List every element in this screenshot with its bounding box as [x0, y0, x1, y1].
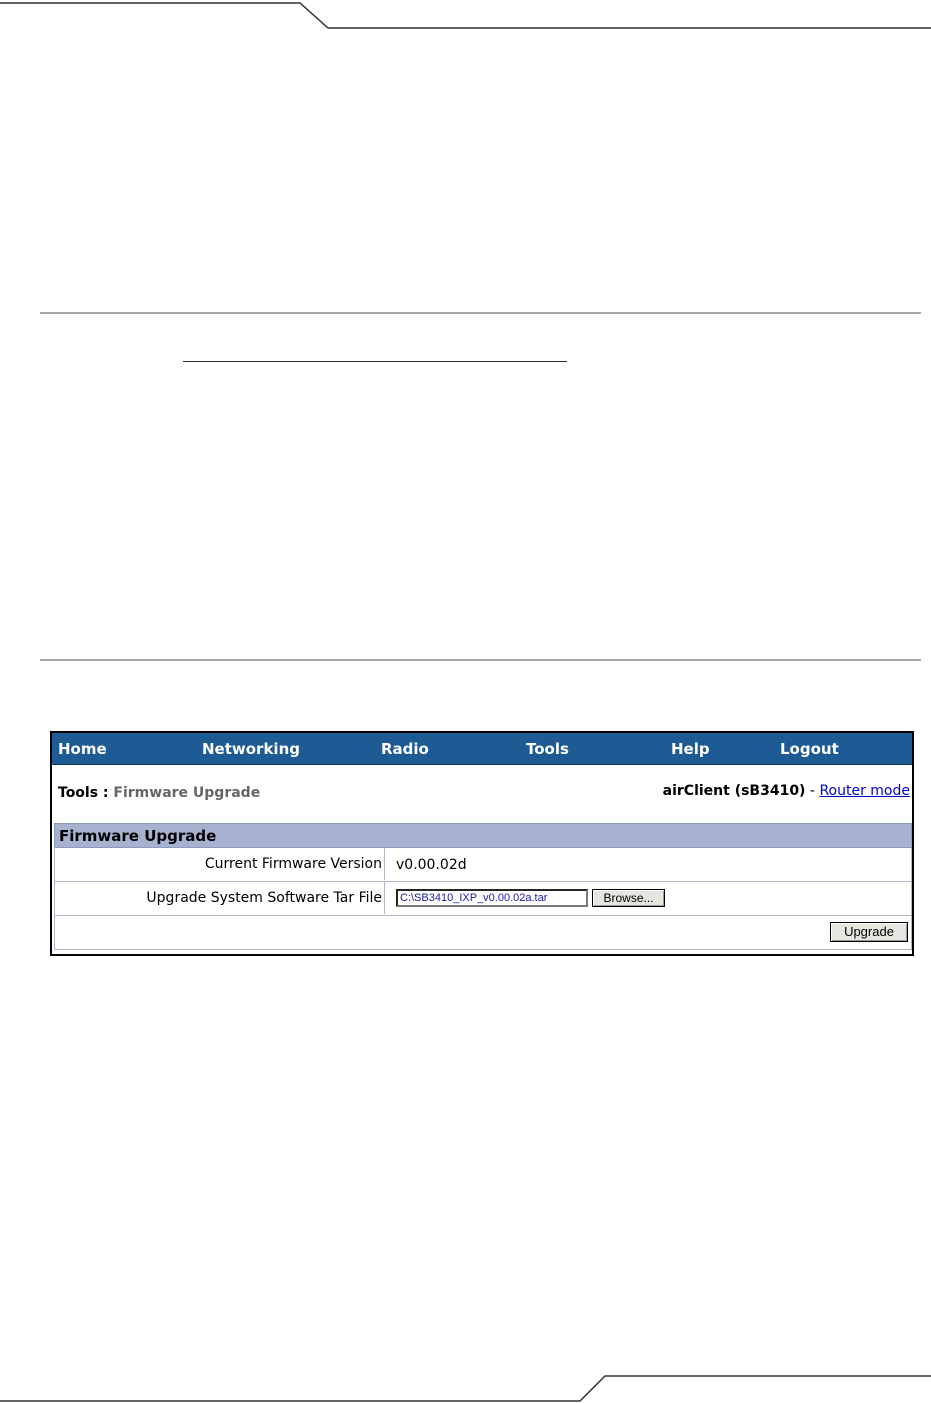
- browse-button[interactable]: Browse...: [592, 889, 665, 907]
- footer-tab-line: [0, 1376, 931, 1401]
- title-underline: [183, 361, 567, 362]
- action-row: [54, 916, 912, 950]
- divider-rule: [40, 312, 921, 314]
- router-mode-link[interactable]: Router mode: [819, 783, 910, 799]
- top-nav-bar: [52, 733, 912, 765]
- nav-radio[interactable]: Radio: [381, 740, 429, 758]
- nav-networking[interactable]: Networking: [202, 740, 300, 758]
- current-version-row: [54, 848, 912, 882]
- divider-rule: [40, 659, 921, 661]
- device-info: [663, 783, 910, 799]
- device-separator: -: [809, 783, 815, 799]
- upgrade-file-label: Upgrade System Software Tar File: [55, 882, 385, 914]
- upgrade-button[interactable]: Upgrade: [830, 922, 908, 942]
- current-version-label: Current Firmware Version: [55, 848, 385, 880]
- breadcrumb: [58, 785, 260, 801]
- upgrade-file-row: [54, 882, 912, 916]
- breadcrumb-current: Firmware Upgrade: [113, 785, 261, 801]
- breadcrumb-section: Tools :: [58, 785, 109, 801]
- firmware-file-input[interactable]: C:\SB3410_IXP_v0.00.02a.tar: [396, 889, 588, 907]
- nav-home[interactable]: Home: [58, 740, 107, 758]
- nav-tools[interactable]: Tools: [526, 740, 569, 758]
- firmware-upgrade-screenshot: [50, 731, 914, 956]
- device-name: airClient (sB3410): [662, 783, 806, 799]
- section-header: Firmware Upgrade: [54, 823, 912, 848]
- header-tab-line: [0, 3, 931, 28]
- current-version-value: v0.00.02d: [396, 857, 467, 873]
- nav-logout[interactable]: Logout: [780, 740, 839, 758]
- nav-help[interactable]: Help: [671, 740, 710, 758]
